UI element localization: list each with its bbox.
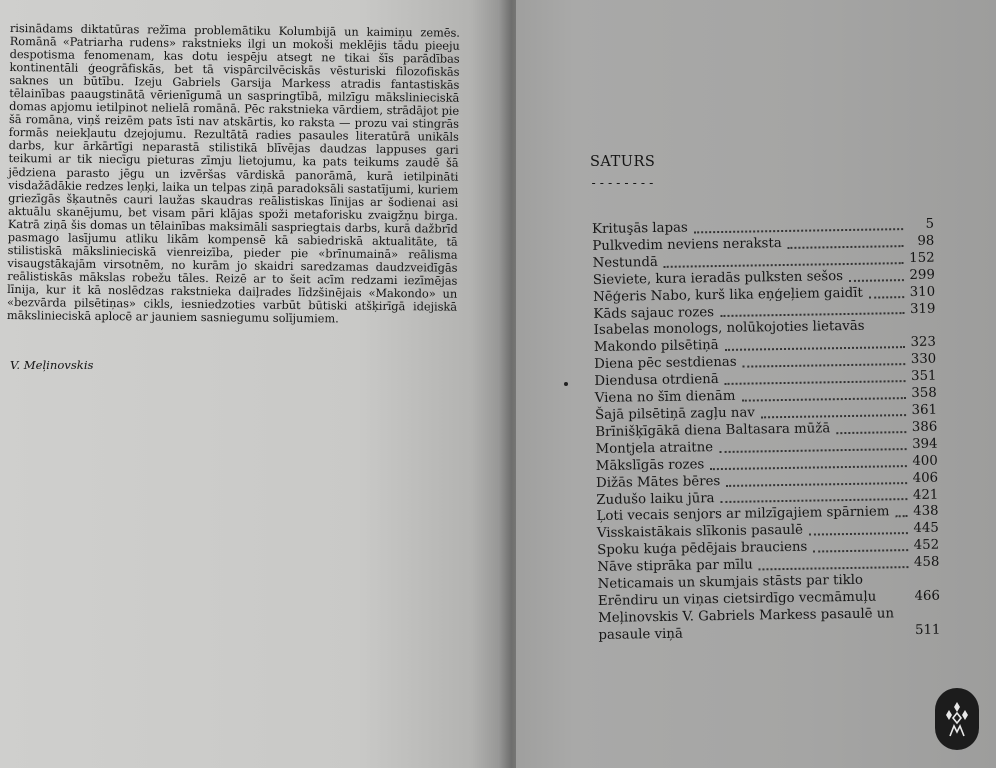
toc-leader — [743, 363, 906, 368]
toc-entry-title: Visskaistākais slīkonis pasaulē — [596, 523, 804, 542]
ornament-badge[interactable] — [935, 688, 979, 750]
toc-entry-page: 445 — [913, 520, 939, 537]
contents-title: SATURS — [590, 154, 656, 170]
toc-entry-title: Diena pēc sestdienas — [594, 354, 737, 373]
toc-entry-title: Ļoti vecais senjors ar milzīgajiem spārniem — [596, 504, 890, 525]
toc-leader — [720, 313, 904, 318]
toc-entry-title: Isabelas monologs, nolūkojoties lietavās — [593, 319, 865, 339]
toc-entry-title: Nestundā — [592, 254, 659, 271]
toc-entry[interactable] — [598, 605, 940, 644]
toc-entry[interactable] — [598, 572, 940, 611]
toc-entry-title: Makondo pilsētiņā — [593, 338, 719, 356]
toc-entry-title: Pulkvedim neviens neraksta — [592, 235, 782, 254]
toc-entry-title: Šajā pilsētiņā zagļu nav — [594, 405, 755, 423]
toc-entry-page: 299 — [909, 267, 935, 283]
toc-entry-page: 511 — [914, 622, 941, 638]
toc-leader — [719, 448, 906, 453]
toc-leader — [788, 245, 904, 249]
toc-entry-title: Brīnišķīgākā diena Baltasara mūžā — [595, 421, 831, 440]
toc-entry-title: Sieviete, kura ieradās pulksten sešos — [592, 268, 844, 288]
ornament-icon — [943, 700, 971, 738]
toc-leader — [836, 431, 906, 434]
toc-entry-title: Mākslīgās rozes — [595, 456, 705, 474]
toc-entry-title: Viena no šīm dienām — [594, 388, 736, 407]
toc-entry-page: 438 — [913, 503, 939, 520]
table-of-contents — [592, 217, 941, 645]
toc-leader — [809, 532, 908, 536]
toc-entry-page: 358 — [911, 385, 937, 402]
toc-entry-title: Nāve stiprāka par mīlu — [597, 557, 753, 576]
afterword-text — [7, 22, 460, 327]
toc-entry-title: Meļinovskis V. Gabriels Markess pasaulē un pasaule viņā — [598, 606, 895, 643]
toc-entry-title: Spoku kuģa pēdējais brauciens — [597, 539, 808, 559]
toc-entry-title: Zudušo laiku jūra — [596, 490, 715, 508]
toc-entry-page: 421 — [912, 487, 939, 503]
afterword-paragraph: risinādams diktatūras režīma problemātiku Kolumbijā un kaimiņu zemēs. Romānā «Patriarha rudens» rakstnieks ilgi un mokoši meklējis tādu pieeju despotisma fenomenam, kas dotu iespēju atsegt ne tikai šīs parādības kontinentāli ģeogrāfiskās, bet tā vispārcilvēciskās vēsturiski filozofiskās saknes un būtību. Izeju Gabriels Garsija Markess atradis fantastiskās tēlainības paaugstinātā vērienīgumā un saspringtībā, milzīgu mākslinieciskā domas apjomu ietilpinot nelielā romānā. Pēc rakstnieka vārdiem, strādājot pie šā romāna, viņš reizēm pats īsti nav atskārtis, ko raksta — prozu vai stingrās formās neiekļautu dzejojumu. Rezultātā radies pasaules literatūrā unikāls darbs, kur ārkārtīgi neparastā stilistikā blīvējas daudzas lappuses gari teikumi ar tik niecīgu pieturas zīmju lietojumu, ka pats teikums zaudē šā jēdziena parasto jēgu un izvēršas vārdiskā panorāmā, kurā ietilpināti visdažādākie redzes leņķi, laika un telpas ziņā paradoksāli sastatījumi, kuriem griezīgās šķautnēs cauri laužas skaudras reālistiskas līnijas ar šodienai asi aktuālu skanējumu, bet visam pāri klājas spoži metaforisku zvaigžņu birga. Katrā ziņā šis domas un tēlainības maksimāli saspriegtais darbs, kurā dažbrīd pasmago lasījumu atliku likām kompensē kā sabiedriskā aktualitāte, tā stilistiskā mākslinieciskā vienreizība, pieder pie «brīnumainā» reālisma visaugstākajām virsotnēm, no kurām jo skaidri saredzamas daudzveidīgās reālistiskās mākslas robežu tāles. Reizē ar to šeit acīm redzami iezīmējas līnija, kur it kā noslēdzas rakstnieka daiļrades līdzšinējais «Makondo» un «bezvārda pilsētiņas» cikls, iesniedzoties varbūt būtiski atšķirīgā idejiskā mākslinieciskā aplocē ar jauniem sasniegumu solījumiem. — [6, 21, 460, 326]
toc-leader — [725, 346, 905, 351]
page-speck — [564, 382, 568, 386]
toc-entry-page: 466 — [914, 588, 941, 604]
toc-entry-page: 98 — [917, 233, 935, 249]
toc-entry-page: 406 — [912, 470, 939, 486]
toc-entry-page: 310 — [909, 284, 936, 300]
toc-entry-page: 386 — [911, 419, 938, 435]
toc-leader — [725, 380, 906, 385]
toc-entry-page: 458 — [913, 554, 940, 571]
toc-leader — [759, 566, 909, 570]
toc-entry-page: 5 — [925, 216, 935, 232]
toc-leader — [741, 397, 905, 402]
toc-entry-title: Dižās Mātes bēres — [595, 473, 721, 491]
toc-leader — [761, 414, 906, 418]
toc-entry-page: 400 — [912, 453, 938, 469]
toc-entry-title: Diendusa otrdienā — [594, 372, 719, 390]
toc-leader — [726, 482, 907, 487]
toc-leader — [721, 498, 908, 503]
toc-entry-page: 361 — [911, 402, 938, 418]
toc-entry-page: 394 — [912, 436, 938, 452]
title-underline: -------- — [590, 176, 656, 190]
toc-leader — [869, 296, 904, 299]
toc-leader — [813, 549, 908, 552]
toc-entry-page: 452 — [913, 537, 940, 554]
toc-entry-page: 323 — [910, 334, 937, 351]
right-page — [516, 0, 996, 768]
toc-leader — [895, 515, 907, 517]
toc-entry-page: 152 — [909, 250, 935, 266]
toc-entry-title: Montjela atraitne — [595, 439, 714, 457]
toc-entry-page: 330 — [910, 351, 937, 368]
toc-entry-title: Nēģeris Nabo, kurš lika eņģeļiem gaidīt — [593, 285, 863, 305]
toc-leader — [849, 279, 904, 282]
toc-entry-title: Neticamais un skumjais stāsts par tiklo Erēndiru un viņas cietsirdīgo vecmāmuļu — [597, 572, 877, 609]
toc-leader — [710, 465, 907, 470]
toc-entry-page: 351 — [910, 368, 937, 385]
toc-leader — [664, 262, 904, 268]
toc-entry-title: Kāds sajauc rozes — [593, 304, 715, 322]
toc-entry-page: 319 — [909, 301, 936, 317]
toc-entry-title: Krituşās lapas — [592, 220, 688, 237]
toc-leader — [694, 228, 903, 233]
author-signature: V. Meļinovskis — [10, 358, 94, 372]
